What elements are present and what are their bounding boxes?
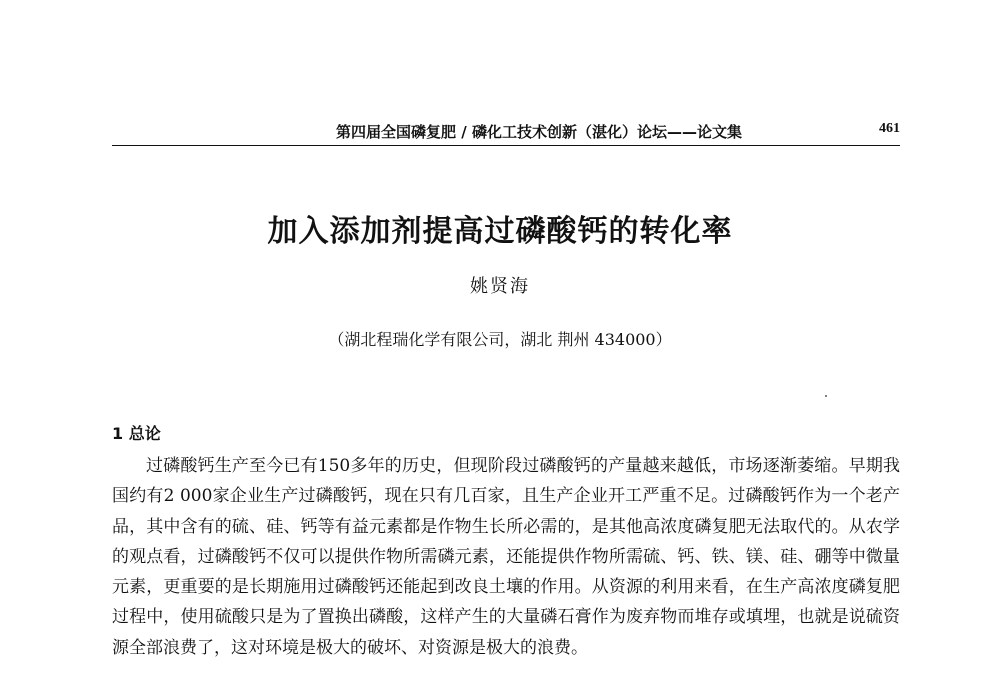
- article-author: 姚贤海: [470, 276, 530, 297]
- page-number: 461: [879, 121, 900, 136]
- section-heading: 1 总论: [112, 424, 161, 443]
- author-affiliation: （湖北程瑞化学有限公司，湖北 荆州 434000）: [328, 330, 672, 349]
- scan-speck: [825, 395, 827, 397]
- header-rule: [112, 145, 900, 146]
- article-title: 加入添加剂提高过磷酸钙的转化率: [267, 214, 733, 249]
- running-header: [112, 121, 900, 145]
- body-paragraph: 过磷酸钙生产至今已有150多年的历史，但现阶段过磷酸钙的产量越来越低，市场逐渐萎缩。早期我国约有2 000家企业生产过磷酸钙，现在只有几百家，且生产企业开工严重不足。过磷酸钙作为一个老产品，其中含有的硫、硅、钙等有益元素都是作物生长所必需的，是其他高浓度磷复肥无法取代的。从农学的观点看，过磷酸钙不仅可以提供作物所需磷元素，还能提供作物所需硫、钙、铁、镁、硅、硼等中微量元素，更重要的是长期施用过磷酸钙还能起到改良土壤的作用。从资源的利用来看，在生产高浓度磷复肥过程中，使用硫酸只是为了置换出磷酸，这样产生的大量磷石膏作为废弃物而堆存或填埋，也就是说硫资源全部浪费了，这对环境是极大的破坏、对资源是极大的浪费。: [112, 456, 900, 658]
- running-head-title: 第四届全国磷复肥 / 磷化工技术创新（湛化）论坛——论文集: [336, 123, 742, 141]
